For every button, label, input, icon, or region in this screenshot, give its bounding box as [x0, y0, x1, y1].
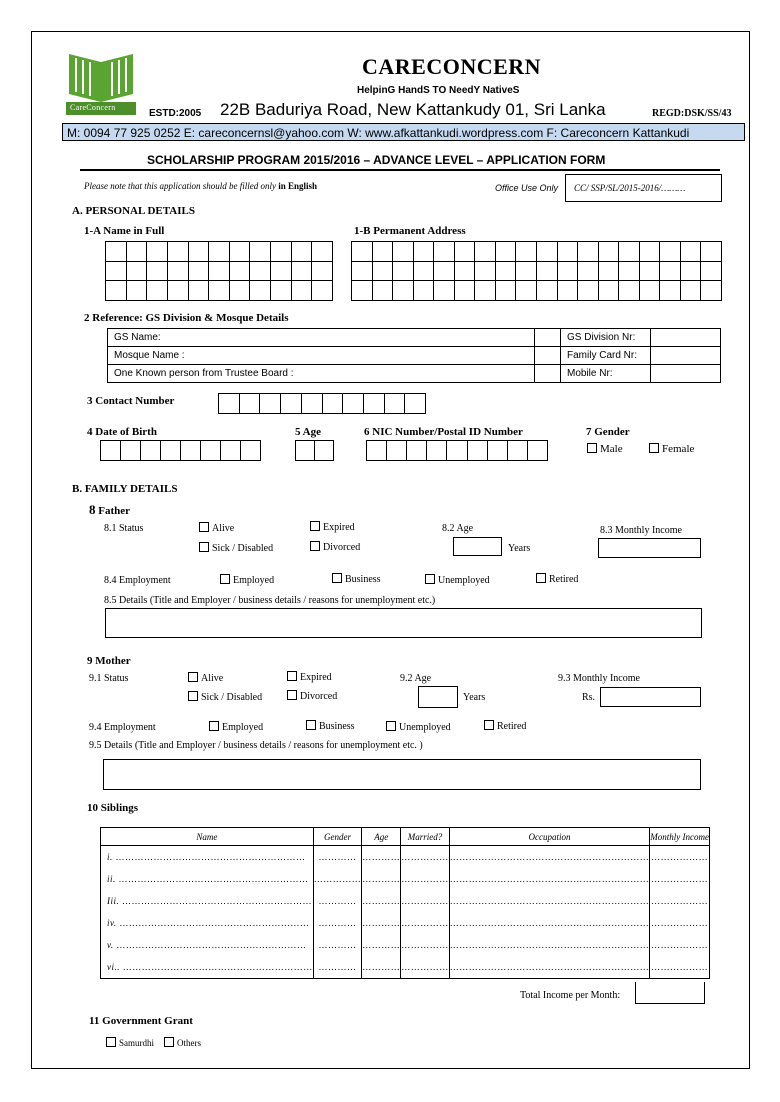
checkbox-icon: [306, 720, 316, 730]
mother-alive-option[interactable]: Alive: [188, 672, 223, 684]
col-name: Name: [101, 828, 314, 846]
checkbox-icon: [287, 671, 297, 681]
mother-business-option[interactable]: Business: [306, 720, 355, 732]
mother-age-label: 9.2 Age: [400, 673, 432, 684]
contact-bar-text: M: 0094 77 925 0252 E: careconcernsl@yahoo.com W: www.afkattankudi.wordpress.com F: Careconcern Kattankudi: [67, 126, 690, 140]
father-business-option[interactable]: Business: [332, 573, 381, 585]
siblings-table: [100, 827, 710, 979]
contact-bar: [62, 123, 745, 141]
checkbox-icon: [220, 574, 230, 584]
total-income-field[interactable]: [635, 982, 705, 1004]
father-years-label: Years: [508, 543, 531, 554]
father-unemployed-option[interactable]: Unemployed: [425, 574, 490, 586]
title-underline: [80, 169, 720, 171]
trustee-field[interactable]: [535, 365, 561, 383]
checkbox-icon: [199, 542, 209, 552]
address-grid[interactable]: [351, 241, 722, 301]
grant-samurdhi-option[interactable]: Samurdhi: [106, 1037, 154, 1048]
form-page: [31, 31, 750, 1069]
mother-years-label: Years: [463, 692, 486, 703]
checkbox-icon: [332, 573, 342, 583]
family-card-field[interactable]: [651, 347, 721, 365]
father-details-label: 8.5 Details (Title and Employer / business details / reasons for unemployment etc.): [104, 595, 436, 606]
name-label: 1-A Name in Full: [84, 225, 165, 237]
logo-text: CareConcern: [70, 103, 116, 112]
regd-label: REGD:DSK/SS/43: [652, 108, 732, 119]
mobile-label: Mobile Nr:: [561, 365, 651, 383]
father-divorced-option[interactable]: Divorced: [310, 541, 360, 553]
gs-division-label: GS Division Nr:: [561, 329, 651, 347]
col-gender: Gender: [313, 828, 362, 846]
mother-rs-label: Rs.: [582, 692, 596, 703]
mother-sick-option[interactable]: Sick / Disabled: [188, 691, 262, 703]
org-name: CARECONCERN: [362, 54, 542, 79]
father-status-label: 8.1 Status: [104, 523, 144, 534]
mosque-name-label: Mosque Name :: [108, 347, 535, 365]
office-code: CC/ SSP/SL/2015-2016/………: [574, 183, 686, 193]
checkbox-icon: [649, 443, 659, 453]
mother-details-label: 9.5 Details (Title and Employer / business details / reasons for unemployment etc. ): [89, 740, 423, 751]
father-age-field[interactable]: [453, 537, 502, 556]
mosque-name-field[interactable]: [535, 347, 561, 365]
reference-label: 2 Reference: GS Division & Mosque Details: [84, 312, 289, 324]
father-heading: 8 Father: [89, 502, 131, 517]
checkbox-icon: [199, 522, 209, 532]
checkbox-icon: [188, 691, 198, 701]
col-age: Age: [362, 828, 401, 846]
mother-details-field[interactable]: [103, 759, 701, 790]
tagline: HelpinG HandS TO NeedY NativeS: [357, 85, 520, 96]
dob-label: 4 Date of Birth: [87, 426, 157, 438]
address: 22B Baduriya Road, New Kattankudy 01, Sri Lanka: [220, 100, 606, 119]
checkbox-icon: [164, 1037, 174, 1047]
checkbox-icon: [188, 672, 198, 682]
father-income-field[interactable]: [598, 538, 701, 558]
language-note: Please note that this application should be filled only in English: [84, 181, 318, 191]
grant-others-option[interactable]: Others: [164, 1037, 201, 1048]
table-row[interactable]: iv. …………………………………………………… ………… ………… …………… ……………………………………………………… ………………: [101, 912, 710, 934]
siblings-heading: 10 Siblings: [87, 802, 139, 814]
trustee-label: One Known person from Trustee Board :: [108, 365, 535, 383]
mother-income-label: 9.3 Monthly Income: [558, 673, 640, 684]
mobile-field[interactable]: [651, 365, 721, 383]
father-employed-option[interactable]: Employed: [220, 574, 274, 586]
checkbox-icon: [287, 690, 297, 700]
contact-number-label: 3 Contact Number: [87, 395, 175, 407]
reference-table: [107, 328, 721, 383]
section-a-heading: A. PERSONAL DETAILS: [72, 205, 195, 217]
checkbox-icon: [310, 521, 320, 531]
father-retired-option[interactable]: Retired: [536, 573, 578, 585]
age-grid[interactable]: [295, 440, 334, 461]
dob-grid[interactable]: [100, 440, 261, 461]
grant-heading: 11 Government Grant: [89, 1015, 193, 1027]
father-age-label: 8.2 Age: [442, 523, 474, 534]
col-occupation: Occupation: [449, 828, 650, 846]
father-details-field[interactable]: [105, 608, 702, 638]
gender-female-option[interactable]: Female: [649, 443, 694, 455]
office-use-label: Office Use Only: [495, 183, 559, 193]
gs-name-field[interactable]: [535, 329, 561, 347]
table-row[interactable]: Iii. …………………………………………………… ………… ………… …………… ……………………………………………………… ………………: [101, 890, 710, 912]
mother-age-field[interactable]: [418, 686, 458, 708]
gender-male-option[interactable]: Male: [587, 443, 623, 455]
mother-employed-option[interactable]: Employed: [209, 721, 263, 733]
form-title: SCHOLARSHIP PROGRAM 2015/2016 – ADVANCE LEVEL – APPLICATION FORM: [147, 153, 606, 167]
checkbox-icon: [310, 541, 320, 551]
mother-employment-label: 9.4 Employment: [89, 722, 156, 733]
father-alive-option[interactable]: Alive: [199, 522, 234, 534]
address-label: 1-B Permanent Address: [354, 225, 466, 237]
mother-retired-option[interactable]: Retired: [484, 720, 526, 732]
table-row[interactable]: ii. …………………………………………………… …………… ………… …………… ……………………………………………………… ………………: [101, 868, 710, 890]
checkbox-icon: [209, 721, 219, 731]
checkbox-icon: [484, 720, 494, 730]
nic-label: 6 NIC Number/Postal ID Number: [364, 426, 523, 438]
checkbox-icon: [425, 574, 435, 584]
name-grid[interactable]: [105, 241, 333, 301]
contact-number-grid[interactable]: [218, 393, 426, 414]
table-row[interactable]: v. …………………………………………………… ………… ………… …………… ……………………………………………………… ………………: [101, 934, 710, 956]
father-income-label: 8.3 Monthly Income: [600, 525, 682, 536]
table-row[interactable]: vi.. …………………………………………………… ………… ………… …………… ……………………………………………………… ………………: [101, 956, 710, 979]
family-card-label: Family Card Nr:: [561, 347, 651, 365]
total-income-label: Total Income per Month:: [520, 990, 621, 1001]
careconcern-logo: [65, 44, 137, 116]
gs-name-label: GS Name:: [108, 329, 535, 347]
mother-unemployed-option[interactable]: Unemployed: [386, 721, 451, 733]
mother-heading: 9 Mother: [87, 655, 131, 667]
checkbox-icon: [587, 443, 597, 453]
estd-label: ESTD:2005: [149, 108, 202, 119]
mother-divorced-option[interactable]: Divorced: [287, 690, 337, 702]
section-b-heading: B. FAMILY DETAILS: [72, 483, 178, 495]
mother-status-label: 9.1 Status: [89, 673, 129, 684]
col-married: Married?: [401, 828, 450, 846]
checkbox-icon: [106, 1037, 116, 1047]
table-row[interactable]: i. …………………………………………………… ………… ………… …………… ……………………………………………………… ………………: [101, 846, 710, 869]
gender-label: 7 Gender: [586, 426, 630, 438]
father-sick-option[interactable]: Sick / Disabled: [199, 542, 273, 554]
col-income: Monthly Income: [650, 828, 710, 846]
father-employment-label: 8.4 Employment: [104, 575, 171, 586]
checkbox-icon: [386, 721, 396, 731]
father-expired-option[interactable]: Expired: [310, 521, 355, 533]
mother-income-field[interactable]: [600, 687, 701, 707]
checkbox-icon: [536, 573, 546, 583]
age-label: 5 Age: [295, 426, 321, 438]
gs-division-field[interactable]: [651, 329, 721, 347]
mother-expired-option[interactable]: Expired: [287, 671, 332, 683]
nic-grid[interactable]: [366, 440, 548, 461]
